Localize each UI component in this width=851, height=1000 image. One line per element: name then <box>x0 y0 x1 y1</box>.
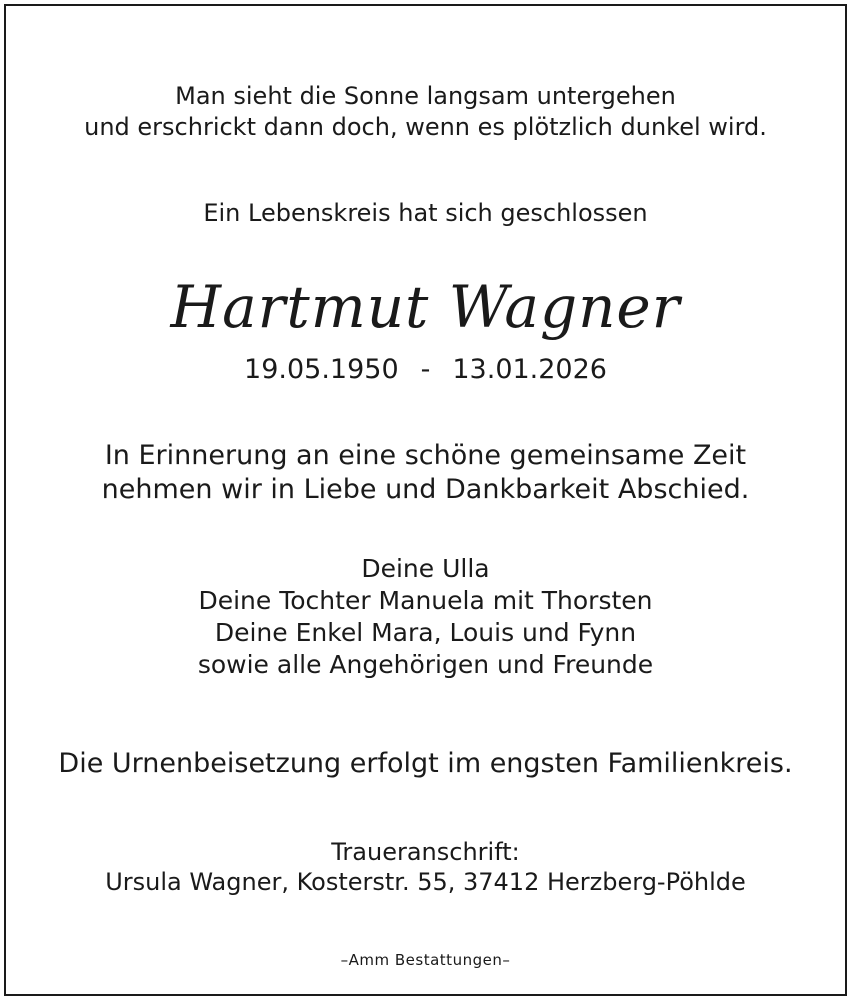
remembrance-line-2: nehmen wir in Liebe und Dankbarkeit Abschied. <box>101 474 750 505</box>
address-value: Ursula Wagner, Kosterstr. 55, 37412 Herzberg-Pöhlde <box>105 868 746 896</box>
death-date: 13.01.2026 <box>452 354 607 385</box>
remembrance-line-1: In Erinnerung an eine schöne gemeinsame Zeit <box>104 440 747 471</box>
date-separator: - <box>420 354 431 385</box>
mourner-line: sowie alle Angehörigen und Freunde <box>197 650 654 679</box>
verse-line-1: Man sieht die Sonne langsam untergehen <box>175 82 676 110</box>
mourner-line: Deine Enkel Mara, Louis und Fynn <box>214 618 637 647</box>
burial-note: Die Urnenbeisetzung erfolgt im engsten Familienkreis. <box>58 748 793 779</box>
circle-line: Ein Lebenskreis hat sich geschlossen <box>203 199 648 227</box>
mourner-line: Deine Ulla <box>361 554 490 583</box>
undertaker-footer: –Amm Bestattungen– <box>340 951 511 969</box>
address-label: Traueranschrift: <box>331 838 520 866</box>
deceased-name: Hartmut Wagner <box>170 273 681 341</box>
verse-line-2: und erschrickt dann doch, wenn es plötzlich dunkel wird. <box>84 113 767 141</box>
birth-date: 19.05.1950 <box>244 354 399 385</box>
life-dates <box>0 356 851 383</box>
mourner-line: Deine Tochter Manuela mit Thorsten <box>198 586 653 615</box>
